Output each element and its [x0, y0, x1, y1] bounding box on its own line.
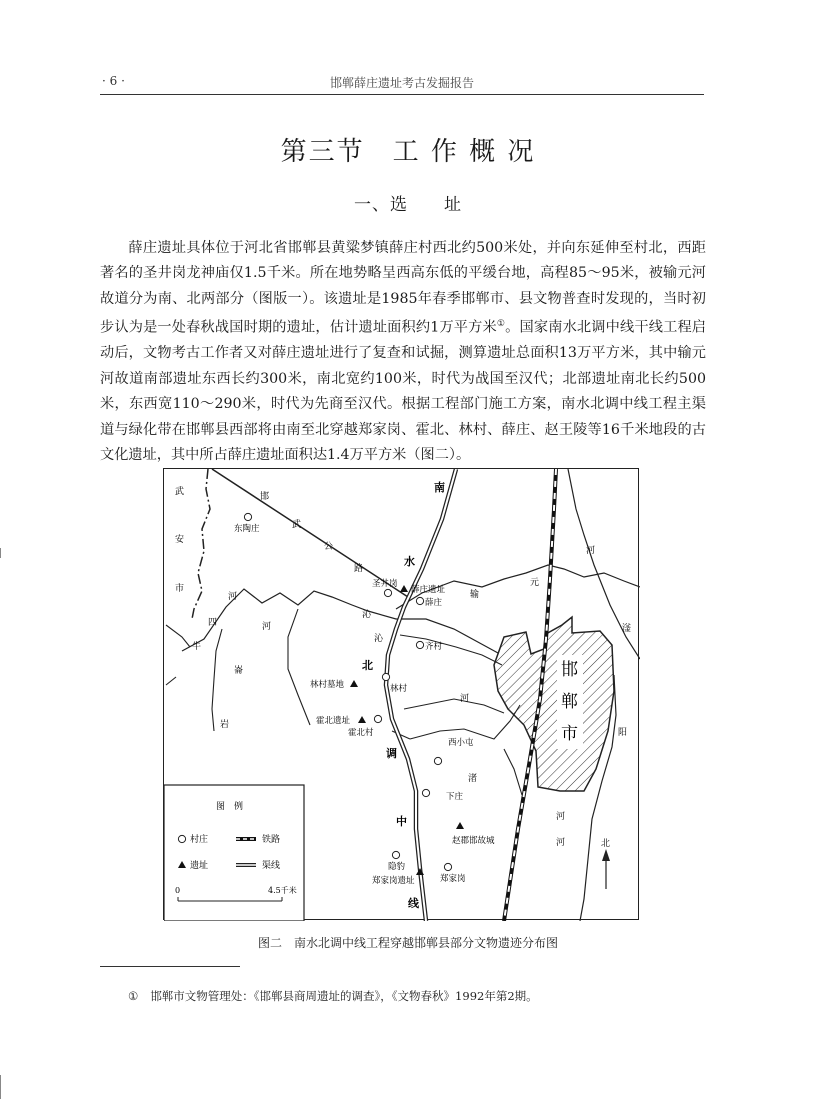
legend-canal: 渠线	[262, 861, 281, 871]
site-distribution-map	[163, 468, 639, 920]
village-name: 齐村	[425, 642, 443, 652]
map-label: 河	[262, 622, 272, 632]
footnote-divider	[100, 966, 240, 967]
map-label: 河	[556, 838, 566, 848]
legend-village-icon	[178, 835, 185, 842]
map-label: 牛	[192, 642, 202, 652]
map-legend	[164, 785, 304, 921]
scale-end: 4.5千米	[268, 886, 297, 895]
canal-label: 南	[434, 481, 445, 494]
road	[404, 699, 504, 713]
footnote-mark: ①	[128, 989, 139, 1003]
zhu-river	[410, 705, 520, 739]
village-name: 下庄	[446, 792, 464, 802]
map-label: 河	[556, 812, 566, 822]
village-marker	[384, 589, 391, 596]
river	[504, 749, 522, 795]
map-label: 滏	[622, 624, 632, 634]
site-name: 赵郡邯故城	[452, 836, 495, 846]
village-name: 薛庄	[425, 598, 443, 608]
legend-village: 村庄	[190, 835, 209, 845]
map-label: 武	[292, 520, 302, 530]
site-name: 薛庄遗址	[411, 585, 446, 595]
road	[400, 635, 502, 665]
site-marker	[358, 716, 366, 723]
river	[212, 629, 222, 731]
site-marker	[350, 680, 358, 687]
village-marker	[416, 597, 423, 604]
map-label: 阳	[618, 728, 628, 738]
canal-label: 北	[362, 659, 373, 672]
north-arrow-head	[602, 849, 610, 861]
scale-zero: 0	[175, 886, 181, 895]
sites	[310, 584, 495, 886]
river	[166, 625, 190, 647]
map-canvas	[164, 469, 640, 921]
footnote	[128, 988, 538, 1004]
city-label: 郸	[561, 692, 578, 712]
legend-site: 遗址	[190, 861, 209, 871]
site-marker	[456, 822, 464, 829]
village-name: 林村	[390, 684, 408, 694]
site-name: 郑家岗遗址	[372, 876, 415, 886]
figure-caption: 图二 南水北调中线工程穿越邯郸县部分文物遗迹分布图	[257, 936, 558, 950]
village-marker	[434, 757, 441, 764]
village-marker	[244, 513, 251, 520]
running-title: 邯郸薛庄遗址考古发掘报告	[329, 76, 474, 90]
canal-label: 中	[396, 815, 407, 828]
page-number: · 6 ·	[102, 74, 125, 88]
map-label: 市	[175, 584, 185, 594]
map-label: 崙	[234, 666, 244, 676]
map-label: 岩	[220, 720, 230, 730]
map-label: 输	[470, 590, 480, 600]
map-label: 河	[228, 592, 238, 602]
village-name: 郑家岗	[440, 874, 466, 884]
village-marker	[374, 715, 381, 722]
body-paragraph	[100, 236, 706, 468]
map-label: 元	[530, 578, 540, 588]
map-label: 沁	[374, 634, 384, 644]
site-name: 林村墓地	[310, 680, 345, 690]
canal-label: 水	[404, 555, 415, 568]
map-label: 邯	[260, 492, 270, 502]
body-text-part: 。国家南水北调中线干线工程启动后，文物考古工作者又对薛庄遗址进行了复查和试掘，测算遗址总面积13万平方米，其中输元河故道南部遗址东西长约300米，南北宽约100米，时代为战国至汉代；北部遗址南北长约500米，东西宽110～290米，时代为先商至汉代。根据工程部门施工方案，南水北调中线工程主渠道与绿化带在邯郸县西部将由南至北穿越郑家岗、霍北、林村、薛庄、赵王陵等16千米地段的古文化遗址，其中所占薛庄遗址面积达1.4万平方米（图二）。	[100, 319, 706, 463]
village-name: 西小屯	[448, 738, 474, 748]
map-label: 四	[208, 618, 218, 628]
city-label: 市	[561, 724, 578, 744]
village-marker	[416, 641, 423, 648]
site-marker	[416, 868, 424, 875]
canal-label: 调	[386, 747, 397, 760]
section-title: 第三节 工 作 概 况	[280, 137, 536, 167]
county-boundary	[192, 469, 210, 619]
scan-edge-mark	[0, 548, 1, 558]
north-label: 北	[601, 839, 611, 849]
footnote-text: 邯郸市文物管理处：《邯郸县商周遗址的调查》，《文物春秋》1992年第2期。	[150, 989, 538, 1003]
village-marker	[422, 789, 429, 796]
site-name: 霍北遗址	[316, 716, 351, 726]
scan-edge-mark	[0, 1075, 1, 1099]
map-label: 河	[586, 546, 596, 556]
village-name: 霍北村	[348, 728, 374, 738]
city-label: 邯	[561, 660, 578, 680]
village-name: 隐豹	[388, 862, 406, 872]
village-name: 圣井岗	[372, 579, 398, 589]
canal-label: 线	[408, 897, 419, 910]
map-label: 武	[175, 487, 185, 497]
running-header	[100, 72, 704, 95]
map-label: 沁	[362, 610, 372, 620]
village-marker	[392, 851, 399, 858]
map-label: 河	[460, 694, 470, 704]
site-marker	[400, 585, 408, 592]
subsection-title: 一、选 址	[354, 195, 462, 215]
map-label: 路	[354, 564, 364, 574]
body-text-part: 薛庄遗址具体位于河北省邯郸县黄粱梦镇薛庄村西北约500米处，并向东延伸至村北，西距著名的圣井岗龙神庙仅1.5千米。所在地势略呈西高东低的平缓台地，高程85～95米，被输元河故道分为南、北两部分（图版一）。该遗址是1985年春季邯郸市、县文物普查时发现的，当时初步认为是一处春秋战国时期的遗址，估计遗址面积约1万平方米	[100, 240, 706, 336]
village-name: 东陶庄	[234, 524, 260, 534]
legend-title: 图 例	[216, 802, 244, 812]
map-label: 安	[175, 535, 185, 545]
village-marker	[382, 673, 389, 680]
village-marker	[444, 863, 451, 870]
river	[288, 609, 310, 725]
map-label: 渚	[468, 774, 478, 784]
river	[166, 677, 176, 685]
handan-city-label	[557, 655, 583, 749]
map-label: 公	[324, 542, 334, 552]
legend-railway: 铁路	[262, 835, 281, 845]
footnote-reference[interactable]: ①	[496, 319, 506, 330]
